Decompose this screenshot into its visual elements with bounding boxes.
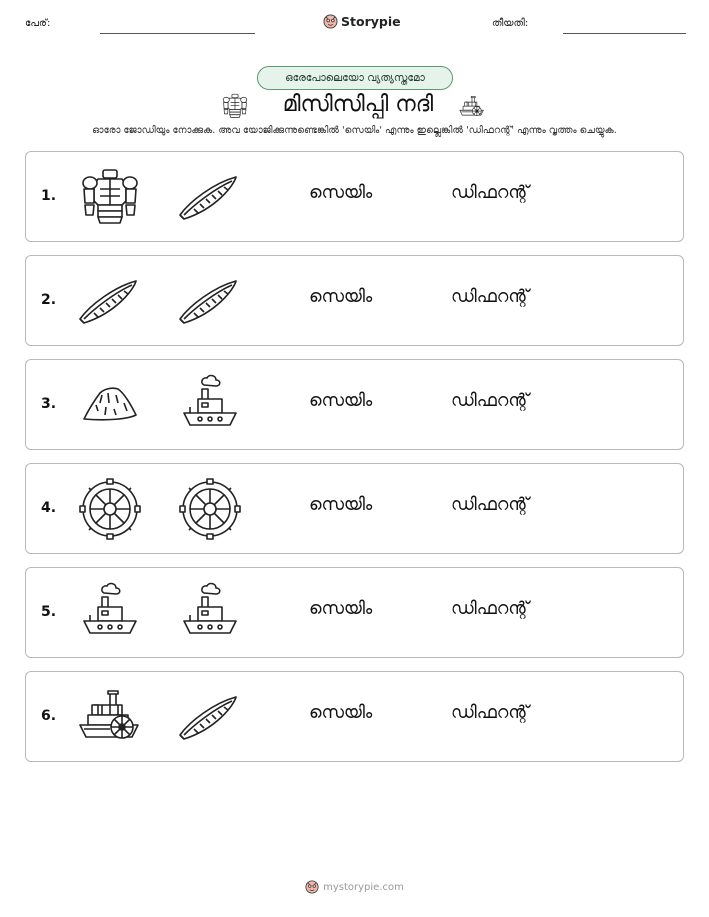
same-option[interactable]: സെയിം — [309, 495, 373, 515]
question-number: 3. — [41, 396, 57, 412]
question-number: 4. — [41, 500, 57, 516]
mound-icon — [78, 373, 142, 437]
question-number: 5. — [41, 604, 57, 620]
question-row — [25, 463, 684, 554]
date-field[interactable] — [563, 33, 686, 34]
instructions: ഓരോ ജോഡിയും നോക്കുക. അവ യോജിക്കുന്നുണ്ടെങ്കിൽ 'സെയിം' എന്നും ഇല്ലെങ്കിൽ 'ഡിഫറന്റ്' എന്നും വൃത്തം ചെയ്യുക. — [92, 125, 617, 136]
same-option[interactable]: സെയിം — [309, 599, 373, 619]
canoe-icon — [76, 269, 140, 333]
question-row — [25, 359, 684, 450]
steamboat-icon — [78, 581, 142, 645]
question-row — [25, 255, 684, 346]
question-number: 2. — [41, 292, 57, 308]
same-option[interactable]: സെയിം — [309, 703, 373, 723]
steamboat-icon — [178, 581, 242, 645]
question-number: 1. — [41, 188, 57, 204]
page-title: മിസിസിപ്പി നദി — [282, 92, 434, 117]
same-option[interactable]: സെയിം — [309, 287, 373, 307]
canoe-icon — [176, 685, 240, 749]
question-row — [25, 151, 684, 242]
footer — [0, 880, 709, 894]
canoe-icon — [176, 165, 240, 229]
different-option[interactable]: ഡിഫറന്റ് — [451, 287, 529, 307]
paddle-steamer-icon — [78, 685, 142, 749]
paddle-wheel-icon — [78, 477, 142, 541]
storypie-logo-icon — [305, 880, 319, 894]
different-option[interactable]: ഡിഫറന്റ് — [451, 599, 529, 619]
paddle-wheel-icon — [178, 477, 242, 541]
different-option[interactable]: ഡിഫറന്റ് — [451, 391, 529, 411]
same-option[interactable]: സെയിം — [309, 391, 373, 411]
storypie-logo-icon — [323, 14, 338, 29]
paddle-steamer-icon — [458, 94, 486, 120]
worksheet-type-badge: ഒരേപോലെയോ വ്യത്യസ്തമോ — [257, 66, 453, 90]
armor-icon — [220, 92, 250, 120]
different-option[interactable]: ഡിഫറന്റ് — [451, 703, 529, 723]
name-field[interactable] — [100, 33, 255, 34]
name-label: പേര്: — [25, 18, 51, 29]
steamboat-icon — [178, 373, 242, 437]
different-option[interactable]: ഡിഫറന്റ് — [451, 183, 529, 203]
different-option[interactable]: ഡിഫറന്റ് — [451, 495, 529, 515]
date-label: തീയതി: — [492, 18, 529, 29]
question-number: 6. — [41, 708, 57, 724]
brand-logo — [323, 14, 401, 29]
question-row — [25, 671, 684, 762]
canoe-icon — [176, 269, 240, 333]
brand-name: Storypie — [341, 14, 401, 29]
armor-icon — [78, 165, 142, 229]
question-row — [25, 567, 684, 658]
same-option[interactable]: സെയിം — [309, 183, 373, 203]
footer-site[interactable]: mystorypie.com — [323, 881, 404, 893]
